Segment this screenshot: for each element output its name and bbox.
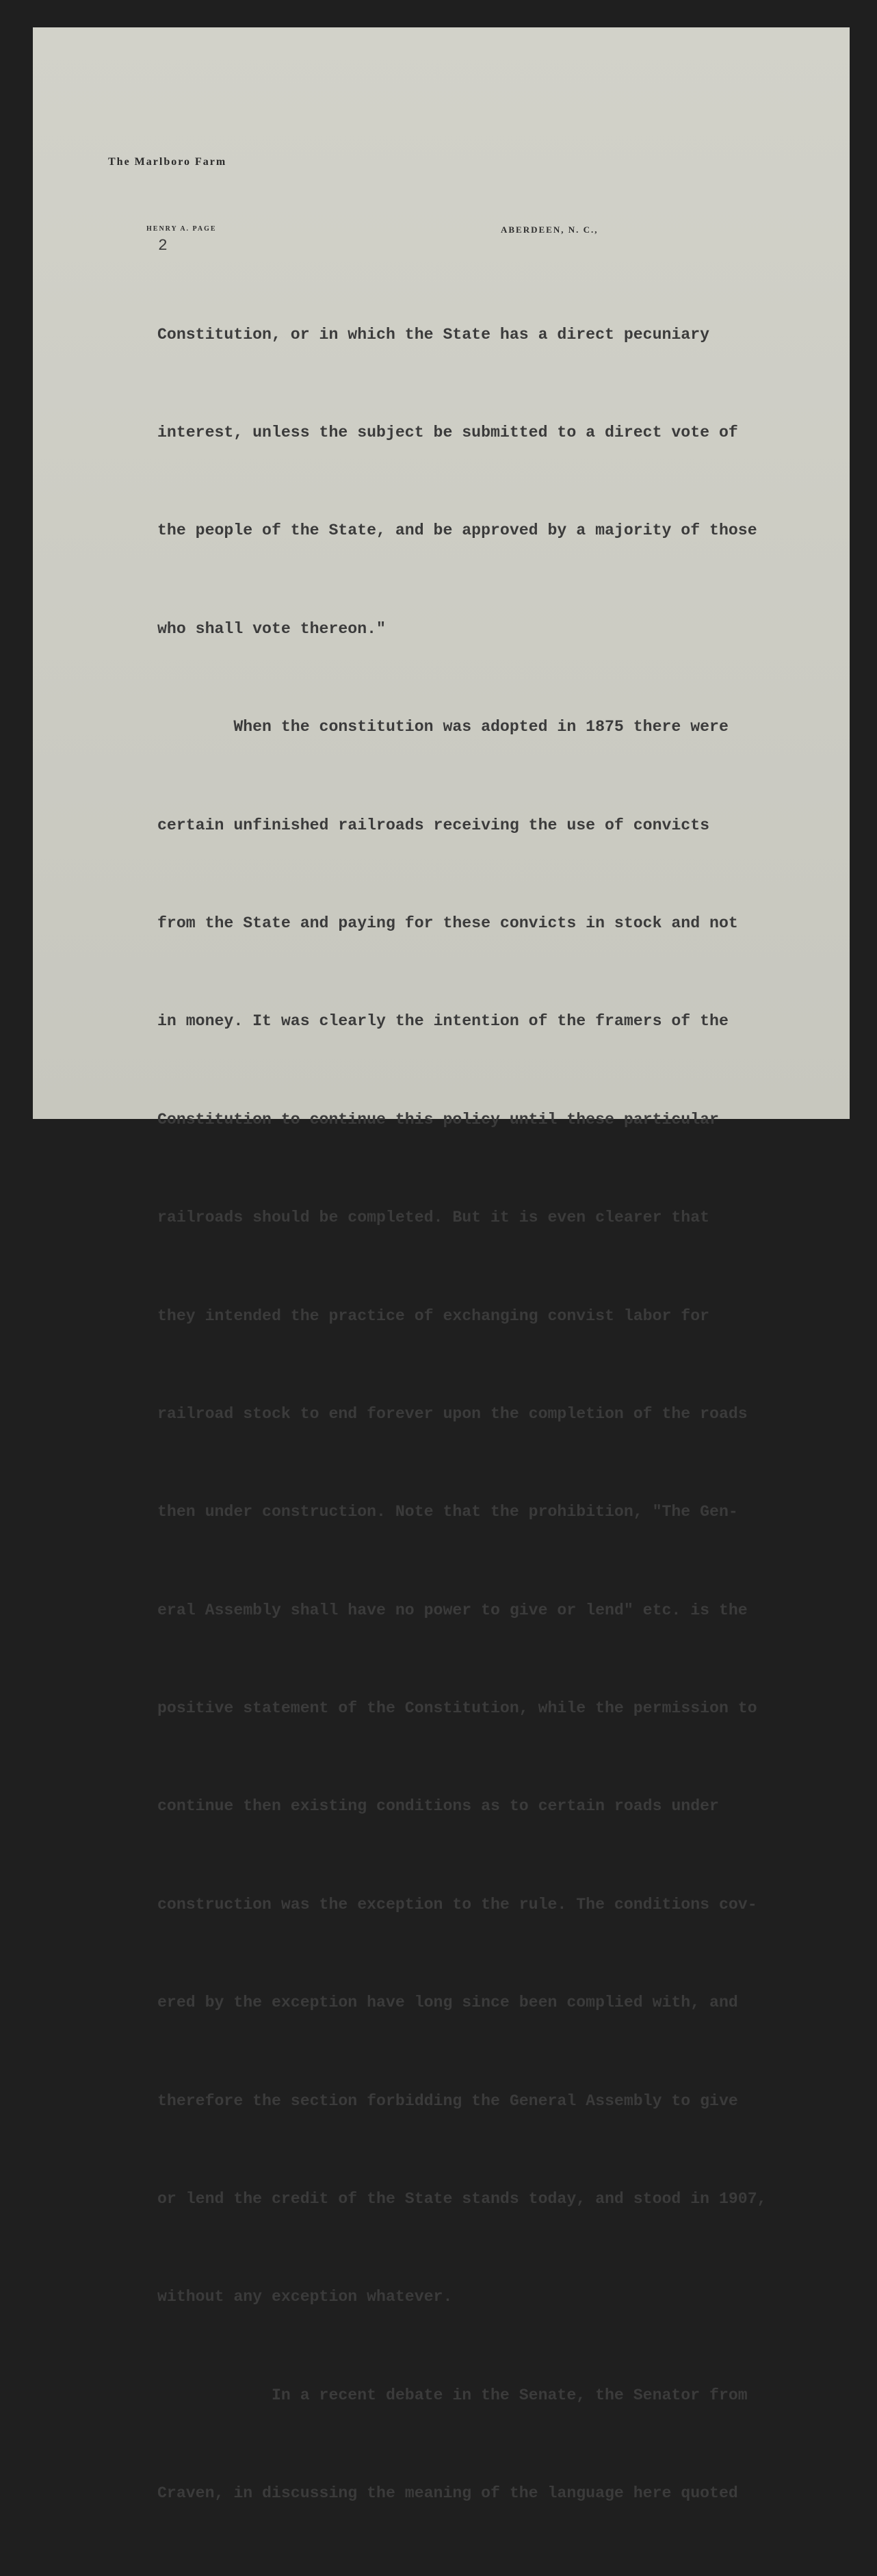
body-line: Constitution to continue this policy until these particular [157, 1110, 719, 1129]
body-line: certain unfinished railroads receiving the use of convicts [157, 816, 710, 834]
page-number: 2 [158, 237, 168, 255]
body-line: construction was the exception to the rule. The conditions cov- [157, 1895, 757, 1914]
body-line: When the constitution was adopted in 1875 there were [157, 718, 729, 736]
body-line: then under construction. Note that the prohibition, "The Gen- [157, 1503, 738, 1521]
letterhead-owner: HENRY A. PAGE [146, 225, 217, 233]
body-line: therefore the section forbidding the General Assembly to give [157, 2091, 738, 2110]
body-line: they intended the practice of exchanging convist labor for [157, 1306, 710, 1325]
body-line: railroads should be completed. But it is even clearer that [157, 1209, 710, 1227]
body-line: railroad stock to end forever upon the completion of the roads [157, 1404, 748, 1423]
letter-page [33, 27, 850, 2503]
letterhead-title: The Marlboro Farm [108, 156, 227, 168]
body-line: Craven, in discussing the meaning of the language here quoted [157, 2484, 738, 2503]
body-line: in money. It was clearly the intention of the framers of the [157, 1012, 729, 1031]
body-line: continue then existing conditions as to certain roads under [157, 1797, 719, 1816]
body-line: ered by the exception have long since been complied with, and [157, 1994, 738, 2012]
body-line: interest, unless the subject be submitted to a direct vote of [157, 423, 738, 441]
body-line: who shall vote thereon." [157, 619, 386, 638]
body-line: or lend the credit of the State stands today, and stood in 1907, [157, 2190, 767, 2208]
body-line: the people of the State, and be approved by a majority of those [157, 521, 757, 540]
body-line: Constitution, or in which the State has a direct pecuniary [157, 325, 710, 344]
body-line: from the State and paying for these convicts in stock and not [157, 914, 738, 932]
body-line: eral Assembly shall have no power to give or lend" etc. is the [157, 1601, 748, 1619]
letterhead-location: ABERDEEN, N. C., [501, 224, 599, 235]
body-line: positive statement of the Constitution, while the permission to [157, 1699, 757, 1718]
body-line: without any exception whatever. [157, 2288, 453, 2306]
body-line: In a recent debate in the Senate, the Senator from [157, 2386, 748, 2404]
letter-body [157, 253, 814, 2576]
